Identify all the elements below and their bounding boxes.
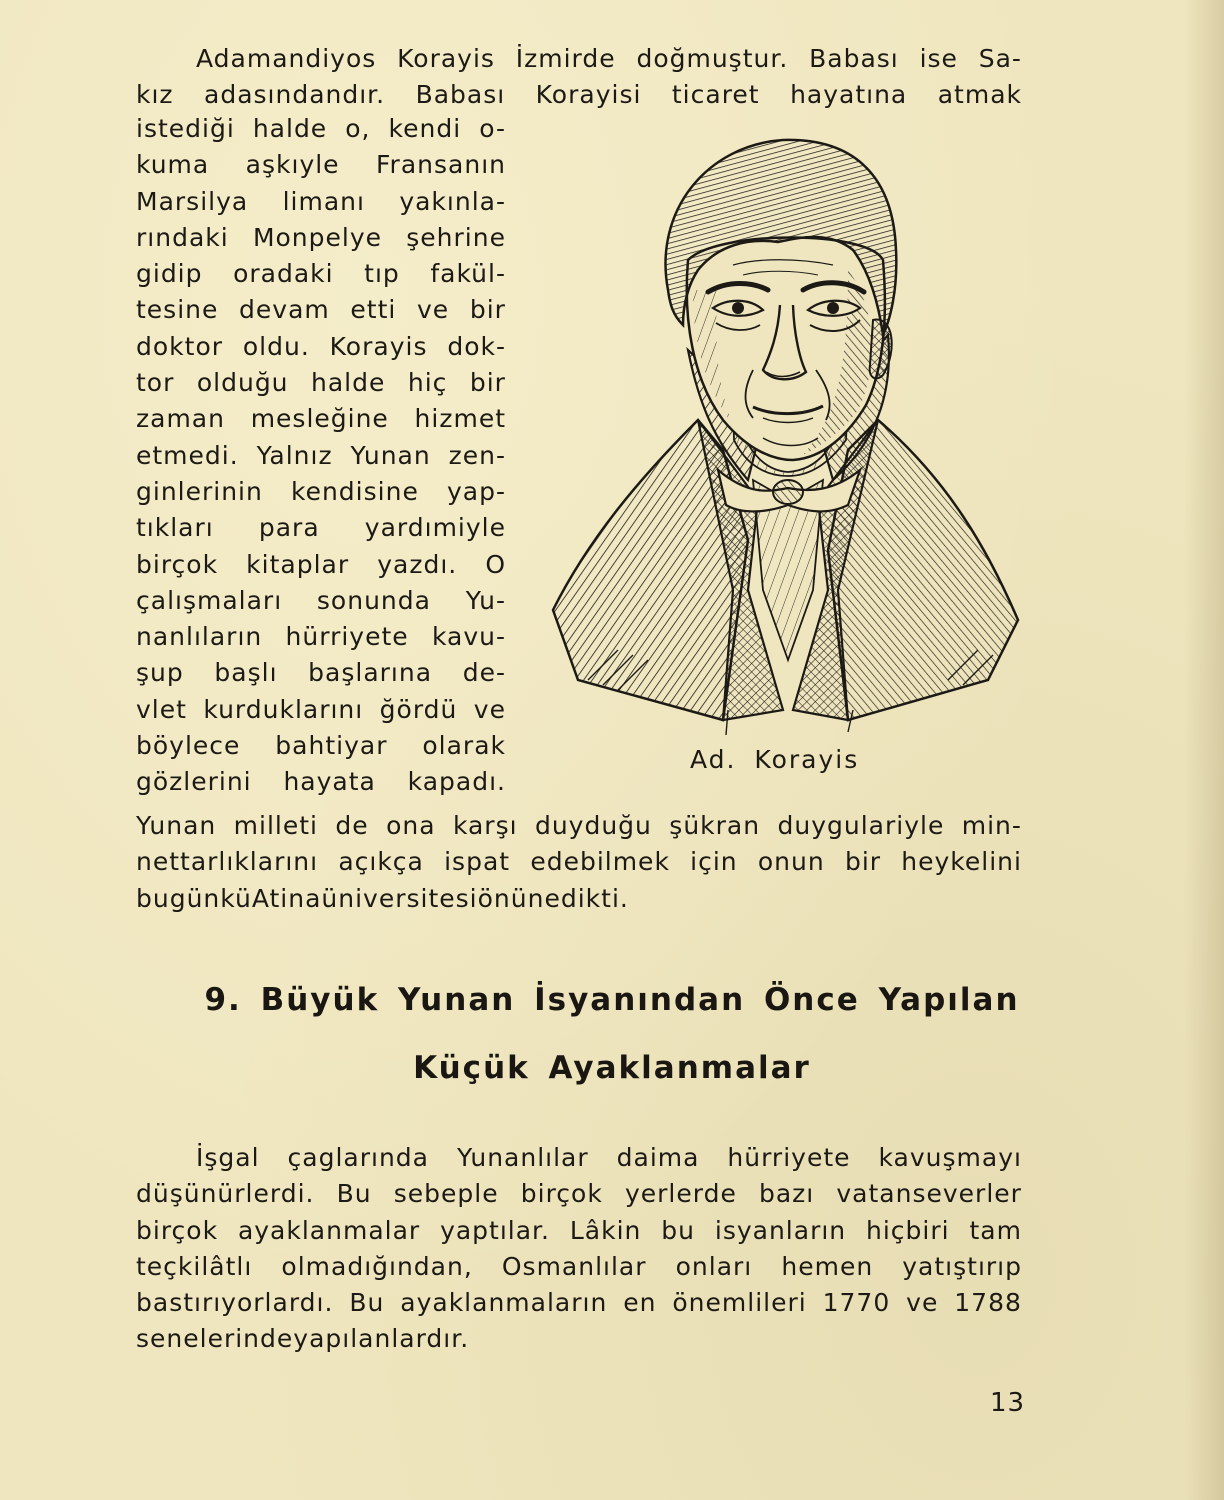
word: Babası (809, 44, 899, 73)
word: Osmanlılar (501, 1251, 647, 1281)
word: yardımiyle (364, 513, 506, 543)
word: gidip (136, 259, 203, 289)
word: Fransanın (376, 150, 506, 180)
paragraph-2 (136, 1140, 1022, 1358)
word: o- (479, 114, 506, 143)
text-line (136, 619, 506, 655)
word: Yunan (136, 811, 217, 840)
word: ayaklanmalar (237, 1215, 421, 1245)
text-line (136, 881, 1022, 917)
word: zen- (448, 440, 506, 470)
text-line (136, 329, 506, 365)
word: ve (417, 295, 450, 325)
word: açıkça (338, 847, 424, 877)
paragraph-1-top (136, 41, 1022, 114)
portrait-caption: Ad. Korayis (690, 745, 860, 774)
word: 1788 (954, 1288, 1022, 1318)
text-line (136, 292, 506, 328)
page-edge-shadow (1184, 0, 1224, 1500)
word: nanlıların (136, 622, 263, 652)
word: olmadığından, (281, 1251, 473, 1281)
text-line (136, 401, 506, 437)
text-line (136, 77, 1022, 113)
text-line (136, 41, 1022, 77)
word: İzmirde (515, 44, 616, 73)
word: sebeple (393, 1179, 499, 1209)
word: şükran (669, 811, 761, 840)
word: bir (844, 847, 882, 877)
word: birçok (520, 1179, 603, 1209)
text-line (136, 111, 506, 147)
word: için (690, 847, 738, 877)
word: de (335, 811, 369, 840)
word: fakül- (430, 259, 506, 289)
word: 1770 (822, 1288, 891, 1318)
word: aşkıyle (245, 150, 340, 180)
word: Atina (251, 883, 322, 913)
word: ğördü (379, 694, 458, 724)
word: Marsilya (136, 186, 249, 216)
text-line (136, 764, 506, 800)
word: ve (906, 1288, 939, 1318)
word: yaptılar. (440, 1215, 550, 1245)
word: ona (386, 811, 436, 840)
word: halde (252, 114, 328, 143)
text-line (136, 583, 506, 619)
word: heykelini (901, 847, 1022, 877)
text-line (136, 547, 506, 583)
word: başlarına (308, 658, 433, 688)
word: isyanların (714, 1215, 847, 1245)
word: kavu- (431, 622, 506, 652)
word: şup (136, 658, 184, 688)
word: önemlileri (672, 1288, 807, 1318)
word: hemen (781, 1251, 874, 1281)
word: tam (969, 1215, 1022, 1245)
word: atmak (937, 80, 1022, 110)
text-line (136, 474, 506, 510)
text-line (136, 1176, 1022, 1212)
text-line (136, 728, 506, 764)
word: Korayis (397, 44, 495, 73)
word: senelerinde (136, 1324, 294, 1354)
word: olduğu (196, 368, 289, 398)
word: olarak (422, 731, 506, 761)
word: istediği (136, 114, 235, 143)
word: düşünürlerdi. (136, 1179, 315, 1209)
word: başlı (214, 658, 278, 688)
word: Bu (349, 1288, 385, 1318)
word: dok- (447, 331, 506, 361)
text-line (136, 510, 506, 546)
word: gözlerini (136, 767, 252, 797)
word: tor (136, 368, 175, 398)
word: böylece (136, 731, 241, 761)
word: Lâkin (569, 1215, 642, 1245)
word: yap- (446, 476, 506, 506)
text-line (136, 220, 506, 256)
word: en (623, 1288, 657, 1318)
word: zaman (136, 404, 225, 434)
word: o, (345, 114, 371, 143)
word: kuma (136, 150, 210, 180)
text-line (136, 256, 506, 292)
word: hayata (283, 767, 376, 797)
word: halde (311, 368, 386, 398)
word: Sa- (978, 44, 1022, 73)
word: Korayis (329, 331, 428, 361)
word: ve (473, 694, 506, 724)
word: ise (919, 44, 958, 73)
word: devam (239, 295, 330, 325)
word: kız (136, 80, 174, 110)
word: bir (469, 368, 506, 398)
word: yapılanlardır. (293, 1324, 470, 1354)
word: hürriyete (285, 622, 409, 652)
text-line (136, 1213, 1022, 1249)
word: İşgal (196, 1143, 260, 1172)
portrait-figure (548, 120, 1022, 740)
text-line (136, 692, 506, 728)
text-line (136, 808, 1022, 844)
text-line (136, 1140, 1022, 1176)
word: ginlerinin (136, 476, 263, 506)
word: etmedi. (136, 440, 239, 470)
word: dikti. (560, 883, 629, 913)
word: de- (462, 658, 506, 688)
word: birçok (136, 549, 219, 579)
word: hizmet (414, 404, 506, 434)
word: sonunda (316, 585, 431, 615)
word: oradaki (233, 259, 334, 289)
text-line (136, 655, 506, 691)
word: bugünkü (136, 883, 252, 913)
word: hiç (407, 368, 448, 398)
word: Monpelye (252, 222, 383, 252)
word: oldu. (242, 331, 310, 361)
word: önüne (477, 883, 561, 913)
word: etti (350, 295, 397, 325)
word: onun (757, 847, 825, 877)
word: Yunanlılar (456, 1143, 589, 1172)
word: karşı (452, 811, 518, 840)
section-heading-line-2: Küçük Ayaklanmalar (413, 1050, 811, 1086)
word: para (258, 513, 320, 543)
word: kurduklarını (203, 694, 364, 724)
word: birçok (136, 1215, 219, 1245)
word: hayatına (790, 80, 908, 110)
word: şehrine (406, 222, 506, 252)
text-line (136, 1321, 1022, 1357)
word: Korayisi (535, 80, 642, 110)
word: min- (961, 811, 1022, 840)
word: yakınla- (399, 186, 506, 216)
section-heading-line-1: 9. Büyük Yunan İsyanından Önce Yapılan (204, 982, 1020, 1018)
word: onları (675, 1251, 753, 1281)
word: hürriyete (727, 1143, 851, 1172)
word: çalışmaları (136, 585, 283, 615)
word: limanı (282, 186, 365, 216)
word: daima (616, 1143, 700, 1172)
word: duygulariyle (777, 811, 945, 840)
word: yerlerde (624, 1179, 737, 1209)
word: çaglarında (287, 1143, 429, 1172)
word: kendi (388, 114, 462, 143)
paragraph-1-bottom (136, 808, 1022, 917)
word: Yalnız (256, 440, 333, 470)
word: yatıştırıp (902, 1251, 1022, 1281)
word: rındaki (136, 222, 229, 252)
text-line (136, 1249, 1022, 1285)
word: Adamandiyos (196, 44, 377, 73)
word: doktor (136, 331, 224, 361)
word: duyduğu (534, 811, 652, 840)
word: üniversitesi (321, 883, 478, 913)
page-number: 13 (990, 1388, 1026, 1418)
word: kitaplar (246, 549, 350, 579)
word: tesine (136, 295, 219, 325)
word: edebilmek (530, 847, 670, 877)
word: hiçbiri (866, 1215, 950, 1245)
text-line (136, 147, 506, 183)
word: mesleğine (250, 404, 389, 434)
word: ayaklanmaların (400, 1288, 608, 1318)
word: kapadı. (407, 767, 506, 797)
word: milleti (233, 811, 318, 840)
word: O (485, 549, 506, 579)
word: tıp (364, 259, 400, 289)
word: adasındandır. (204, 80, 386, 110)
word: Yu- (465, 585, 506, 615)
word: Babası (415, 80, 506, 110)
word: vlet (136, 694, 187, 724)
word: bu (661, 1215, 695, 1245)
word: ticaret (671, 80, 760, 110)
text-line (136, 365, 506, 401)
portrait-engraving-image (548, 120, 1022, 740)
word: tıkları (136, 513, 214, 543)
word: yazdı. (377, 549, 458, 579)
text-line (136, 184, 506, 220)
word: vatanseverler (836, 1179, 1022, 1209)
word: ispat (444, 847, 511, 877)
word: bazı (758, 1179, 815, 1209)
word: teçkilâtlı (136, 1251, 253, 1281)
word: kavuşmayı (878, 1143, 1022, 1172)
word: bir (469, 295, 506, 325)
word: Bu (336, 1179, 372, 1209)
word: nettarlıklarını (136, 847, 319, 877)
text-line (136, 438, 506, 474)
word: Yunan (350, 440, 431, 470)
text-line (136, 844, 1022, 880)
word: kendisine (291, 476, 419, 506)
word: bahtiyar (275, 731, 388, 761)
word: doğmuştur. (636, 44, 789, 73)
text-line (136, 1285, 1022, 1321)
paragraph-1-column (136, 111, 506, 801)
word: bastırıyorlardı. (136, 1288, 334, 1318)
